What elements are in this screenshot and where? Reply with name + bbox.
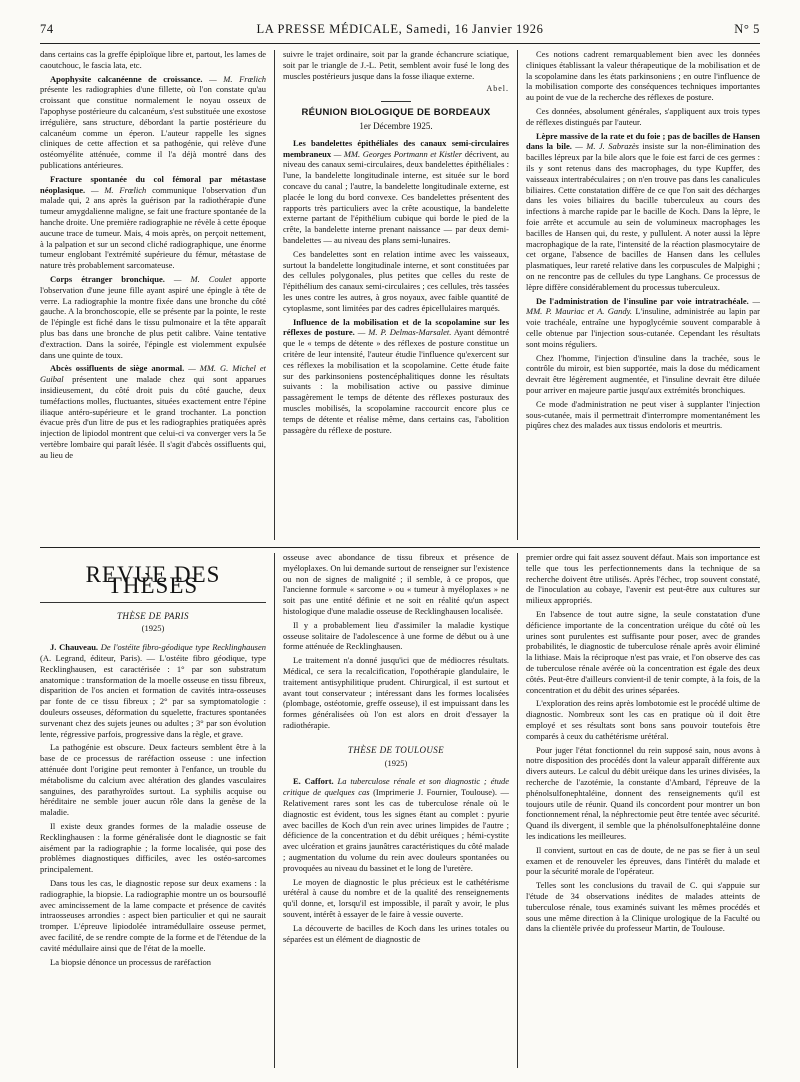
thesis-author: J. Chauveau. — [50, 642, 99, 653]
paragraph: Corps étranger bronchique. — M. Coulet apporte l'observation d'une jeune fille ayant aspiré une épingle à tête de verre. La radiographie la montre fixée dans une bronche du côté gauche. A la bronchoscopie, elle se présente par la pointe, le reste de l'épingle est fiché dans le tissu pulmonaire et la tête apparaît plus bas dans une bronche de plus petit calibre. Vaine tentative d'extraction. Dans la soirée, l'épingle est violemment expulsée dans une quinte de toux. — [40, 273, 266, 360]
paragraph: Il convient, surtout en cas de doute, de ne pas se fier à un seul examen et de renouveler les épreuves, dans l'intérêt du malade et pour la sécurité morale de l'opérateur. — [526, 844, 760, 877]
journal-title: LA PRESSE MÉDICALE, Samedi, 16 Janvier 1926 — [256, 22, 544, 36]
separator — [381, 101, 411, 102]
paragraph: dans certains cas la greffe épiploïque libre et, partout, les lames de caoutchouc, le fascia lata, etc. — [40, 49, 266, 70]
article-author: — M. Frœlich — [209, 73, 266, 84]
thesis-title: De l'ostéite fibro-géodique type Recklinghausen — [100, 642, 266, 653]
paragraph: J. Chauveau. De l'ostéite fibro-géodique type Recklinghausen (A. Legrand, éditeur, Paris). — L'ostéite fibro géodique, type Recklinghausen, est caractérisée : 1° par son substratum anatomique : transformation de la moelle osseuse en tissu fibreux, disparition de l'os ancien et formation de cavités intra-osseuses par fonte de ce tissu fibreux ; 2° par sa symptomatologie : douleurs osseuses, déformation du squelette, fractures spontanées survenant chez des sujets jeunes ou adultes ; 3° par son évolution lente, régressive parfois, progressive dans la règle, et grave. — [40, 642, 266, 739]
paragraph: Le moyen de diagnostic le plus précieux est le cathétérisme urétéral à cause du nombre et de la qualité des renseignements qu'il donne, et, lorsqu'il est impossible, il paraît y avoir, le plus souvent, intérêt à essayer de le faire à vessie ouverte. — [283, 876, 509, 919]
paragraph: Chez l'homme, l'injection d'insuline dans la trachée, sous le contrôle du miroir, est bien supportée, mais la dose du médicament devrait être légèrement augmentée, et l'insuline devrait être diluée pour arriver en majeure partie jusqu'aux extrémités bronchiques. — [526, 352, 760, 395]
column-top-right — [526, 49, 760, 543]
paragraph: Dans tous les cas, le diagnostic repose sur deux examens : la radiographie, la biopsie. La radiographie montre un os boursouflé avec amincissement de la lame compacte et présence de cavités intraosseuses arrondies : aspect bien particulier et qui ne saurait tromper. L'épreuve lipiodolée intramédullaire osseuse permet, avec facilité, de se rendre compte de la forme et de l'étendue de la cavité médullaire ainsi que de l'état de la moelle. — [40, 877, 266, 953]
these-year: (1925) — [384, 757, 408, 768]
article-author: — M. P. Delmas-Marsalet. — [357, 327, 452, 338]
article-author: — MM. G. Michel et Guibal — [40, 363, 266, 385]
section-date: 1er Décembre 1925. — [359, 120, 433, 131]
paragraph: Apophysite calcanéenne de croissance. — M. Frœlich présente les radiographies d'une fillette, où l'on constate qu'au croissant que constitue normalement le noyau osseux de l'apophyse postérieure du calcanéum, s'est substituée une exostose irrégulière, sans structure, débordant la partie postérieure du calcanéum comme un éperon. L'auteur rappelle les signes cliniques de cette affection et sa pathogénie, qui relève d'une ostéomyélite atténuée, comme il l'a déjà montré dans des publications antérieures. — [40, 73, 266, 170]
these-title: THÈSE DE TOULOUSE — [347, 744, 445, 755]
section-rule — [40, 547, 760, 548]
paragraph: Abcès ossifluents de siège anormal. — MM. G. Michel et Guibal présentent une malade chez qui sont apparues insidieusement, du côté droit puis du côté gauche, deux tuméfactions molles, fluctuantes, situées exactement entre l'épine iliaque antéro-supérieure et le grand trochanter. La ponction évacue près d'un litre de pus et les radiographies pratiquées après injection de lipiodol montrent que celui-ci va converger vers la 5e vertèbre lombaire qui paraît lésée. Il s'agit d'abcès ossifluents qui, au lieu de — [40, 363, 266, 460]
paragraph: suivre le trajet ordinaire, soit par la grande échancrure sciatique, soit par le triangle de J.-L. Petit, semblent avoir fusé le long des muscles postérieurs jusque dans la fosse iliaque externe. — [283, 49, 509, 81]
paragraph: Les bandelettes épithéliales des canaux semi-circulaires membraneux — MM. Georges Portmann et Kistler décrivent, au niveau des canaux semi-circulaires, deux bandelettes épithéliales : l'une, la bandelette longitudinale interne, est située sur le bord concave du canal ; l'autre, la bandelette longitudinale externe, est placée le long du bord convexe. Ces bandelettes présentent des rapports très particuliers avec la crête acoustique, la bandelette externe partant de l'épithélium cubique qui borde le pied de la crête, la bandelette interne prenant naissance — par deux demi-bandelettes — au niveau des plans semi-lunaires. — [283, 137, 509, 245]
paragraph: En l'absence de tout autre signe, la seule constatation d'une déficience importante de la concentration uréique du côté où les urines sont purulentes est suffisante pour poser, avec de grandes probabilités, le diagnostic de tuberculose rénale après avoir éliminé la lithiase. Mais la réciproque n'est pas vraie, et l'on observe des cas de tuberculose rénale avérée où la concentration est égale des deux côtés. Peut-être d'ailleurs convient-il de tenir compte, à la fois, de la concentration et du débit des urines séparées. — [526, 608, 760, 695]
paragraph: Ces données, absolument générales, s'appliquent aux trois types de réflexes distingués par l'auteur. — [526, 105, 760, 127]
paragraph: Pour juger l'état fonctionnel du rein supposé sain, nous avons à notre disposition des procédés dont la valeur apparaît différente aux divers auteurs. Le calcul du débit uréique dans les urines divisées, la recherche de l'azotémie, la constante d'Ambard, l'épreuve de la phénolsulfonephtaléine, donnent des renseignements qu'il est toujours utile de réunir. Quand ils concordent pour montrer un bon fonctionnement rénal, la néphrectomie peut être tentée avec sécurité. Quand ils divergent, il semble que la phénolsulfonephtaléine donne les indications les meilleures. — [526, 744, 760, 841]
article-author: — M. J. Sabrazès — [575, 141, 639, 152]
thesis-title: La tuberculose rénale et son diagnostic ; étude critique de quelques cas — [283, 776, 509, 798]
paragraph: Il existe deux grandes formes de la maladie osseuse de Recklinghausen : la forme généralisée dont le diagnostic se fait aisément par la radiographie ; la forme localisée, qui pose des problèmes diagnostiques difficiles, avec les ostéo-sarcomes principalement. — [40, 820, 266, 875]
signature: Abel. — [486, 84, 509, 94]
article-author: — MM. Georges Portmann et Kistler — [333, 148, 463, 159]
column-bottom-left — [40, 552, 266, 1070]
revue-heading: REVUE DES THÈSES — [85, 562, 221, 598]
column-divider — [517, 553, 518, 1068]
paragraph: Fracture spontanée du col fémoral par métastase néoplasique. — M. Frœlich communique l'observation d'un malade qui, 2 ans après la guérison par la radiothérapie d'une tumeur amygdalienne maligne, se fait une fracture spontanée de la hanche droite. Une première radiographie ne révèle à cette époque aucune trace de tumeur. Mais, 4 mois après, on perçoit nettement, à la palpation et sur un second cliché radiographique, une énorme tumeur englobant l'extrémité supérieure du fémur, métastase de nature très probablement sarcomateuse. — [40, 173, 266, 271]
article-title: Fracture spontanée du col fémoral par métastase néoplasique. — [40, 173, 266, 195]
paragraph: E. Caffort. La tuberculose rénale et son diagnostic ; étude critique de quelques cas (Imprimerie J. Fournier, Toulouse). — Relativement rares sont les cas de tuberculose rénale où le diagnostic est évident, tous les signes étant au complet : pyurie avec bacilles de Koch d'un rein avec urines limpides de l'autre ; déficience de la concentration et du débit uréiques ; hémi-cystite avec ulcération et grains jaunâtres caractéristiques du côté malade ; augmentation du volume du rein avec douleurs spontanées ou provoquées au niveau du bassinet et le long de l'uretère. — [283, 776, 509, 873]
column-divider — [274, 50, 275, 540]
paragraph: Il y a probablement lieu d'assimiler la maladie kystique osseuse solitaire de l'adolescence à une forme de début ou à une forme atténuée de Recklinghausen. — [283, 619, 509, 652]
column-divider — [274, 553, 275, 1068]
paragraph: Ces bandelettes sont en relation intime avec les vaisseaux, surtout la bandelette longitudinale interne, et sont constituées par des cellules polygonales, plus petites que celles du reste de l'épithélium des canaux semi-circulaires ; ces cellules, très tassées les unes contre les autres, à gros noyaux, avec faible quantité de cytoplasme, sont limitées par des cadres épicellulaires marqués. — [283, 248, 509, 313]
article-title: Influence de la mobilisation et de la scopolamine sur les réflexes de posture. — [283, 316, 509, 338]
column-bottom-right — [526, 552, 760, 1070]
article-author: — M. Coulet — [173, 273, 232, 284]
column-top-left — [40, 49, 266, 543]
issue-number: N° 5 — [734, 22, 760, 36]
paragraph: Telles sont les conclusions du travail de C. qui s'appuie sur l'étude de 34 observations inédites de malades atteints de tuberculose rénale, tous examinés suivant les mêmes procédés et sous une même direction à la Clinique urologique de la Faculté ou dans la clientèle privée du professeur Martin, de Toulouse. — [526, 880, 760, 934]
column-divider — [517, 50, 518, 540]
paragraph: La biopsie dénonce un processus de raréfaction — [50, 956, 211, 967]
paragraph: La découverte de bacilles de Koch dans les urines totales ou séparées est un élément de diagnostic de — [283, 922, 509, 944]
column-top-middle — [283, 49, 509, 543]
paragraph: L'exploration des reins après lombotomie est le procédé ultime de diagnostic. Nombreux sont les cas en pratique où il doit être employé et ses résultats sont bons sans pouvoir toutefois être comparés à ceux du cathétérisme urétéral. — [526, 698, 760, 741]
thesis-author: E. Caffort. — [293, 776, 334, 787]
article-title: Les bandelettes épithéliales des canaux semi-circulaires membraneux — [283, 137, 509, 159]
paragraph: Ces notions cadrent remarquablement bien avec les données cliniques établissant la valeur thérapeutique de la mobilisation et de la scopolamine dans les états parkinsoniens ; en outre l'influence de la mobilisation comporte des conséquences techniques importantes au point de vue de la recherche des réflexes de posture. — [526, 49, 760, 103]
article-title: De l'administration de l'insuline par voie intratrachéale. — [536, 295, 749, 306]
section-title: RÉUNION BIOLOGIQUE DE BORDEAUX — [301, 107, 491, 119]
article-title: Abcès ossifluents de siège anormal. — [50, 363, 185, 374]
article-title: Lèpre massive de la rate et du foie ; pas de bacilles de Hansen dans la bile. — [526, 130, 760, 152]
heading-rule — [40, 602, 266, 603]
paragraph: osseuse avec abondance de tissu fibreux et présence de myéloplaxes. On lui demande surtout de renseigner sur l'existence ou non de signes de malignité ; il semble, à ce propos, que l'ancienne formule « sarcome » ou « tumeur à myéloplaxes » ne soit pas une entité définie et ne soit en réalité qu'un aspect histologique d'une maladie osseuse de Recklinghausen localisée. — [283, 552, 509, 616]
article-author: — MM. P. Mauriac et A. Gandy. — [526, 295, 760, 317]
running-header — [40, 22, 760, 42]
article-author: — M. Frœlich — [90, 184, 147, 195]
paragraph: De l'administration de l'insuline par voie intratrachéale. — MM. P. Mauriac et A. Gandy. L'insuline, administrée au lapin par voie trachéale, entraîne une hypoglycémie souvent comparable à celle obtenue par l'injection sous-cutanée. Cependant les résultats sont moins réguliers. — [526, 295, 760, 349]
page-number: 74 — [40, 22, 54, 36]
article-title: Corps étranger bronchique. — [50, 273, 165, 284]
column-bottom-middle — [283, 552, 509, 1070]
article-title: Apophysite calcanéenne de croissance. — [50, 73, 203, 84]
paragraph: La pathogénie est obscure. Deux facteurs semblent être à la base de ce processus de raréfaction osseuse : une infection atténuée dont l'origine peut remonter à l'enfance, un trouble du métabolisme du calcium avec altération des glandes vasculaires sanguines, des parathyroïdes surtout. La syphilis acquise ou héréditaire ne semble jouer aucun rôle dans la genèse de la maladie. — [40, 742, 266, 818]
paragraph: premier ordre qui fait assez souvent défaut. Mais son importance est telle que tous les perfectionnements dans la technique de sa recherche doivent être utilisés. Après l'échec, trop souvent constaté, de l'inoculation au cobaye, l'avenir est peut-être aux cultures sur milieux appropriés. — [526, 552, 760, 606]
paragraph: Ce mode d'administration ne peut viser à supplanter l'injection sous-cutanée, mais il permettrait d'interrompre momentanément les piqûres chez des malades aux tissus endoloris et meurtris. — [526, 398, 760, 431]
these-year: (1925) — [141, 623, 165, 634]
paragraph: Influence de la mobilisation et de la scopolamine sur les réflexes de posture. — M. P. Delmas-Marsalet. Ayant démontré que le « temps de détente » des réflexes de posture constitue un critère de leur intensité, l'auteur étudie l'influence qu'exercent sur ces réflexes la mobilisation et la scopolamine. Cette étude faite sur des parkinsoniens postencéphalitiques donne les résultats suivants : la mobilisation active ou passive diminue passagèrement le temps de détente des réflexes posturaux des muscles mobilisés, la scopolamine raccourcit encore plus ce temps de détente et réalise même, dans certains cas, l'abolition passagère du réflexe de posture. — [283, 316, 509, 435]
these-title: THÈSE DE PARIS — [117, 610, 189, 621]
paragraph: Lèpre massive de la rate et du foie ; pas de bacilles de Hansen dans la bile. — M. J. Sabrazès insiste sur la non-élimination des bacilles lépreux par la bile alors que le foie est farci de ces germes : ils y sont retenus dans des macrophages, du type Kupffer, des vaisseaux intertrabéculaires ; on n'en trouve pas dans les canalicules biliaires. Cette constatation diffère de ce que l'on sait des décharges dans les voies biliaires du bacille tuberculeux au cours des infections à marche rapide par le bacille de Koch. Dans la lèpre, le foie arrête et accumule au sein de volumineux macrophages les bacilles de Hansen qui, du reste, y pullulent. A noter aussi la lèpre macrophagique de la rate, l'intensité de la réaction plasmocytaire de cet organe, l'absence de bacilles de Hansen dans les cellules plasmatiques, leur rareté relative dans les corpuscules de Malpighi ; on ne rencontre pas de cellules du type Langhans. Ce processus de lèpre diffère considérablement du processus tuberculeux. — [526, 130, 760, 292]
header-rule — [40, 43, 760, 44]
paragraph: Le traitement n'a donné jusqu'ici que de médiocres résultats. Médical, ce sera la recalcification, l'opothérapie glandulaire, le traitement antisyphilitique prudent. Chirurgical, il est surtout et avant tout conservateur ; intéressant dans les formes localisées (plombage, ostéotomie, greffe osseuse), il est impuissant dans les formes généralisées où l'on est alors en droit d'essayer la radiothérapie. — [283, 655, 509, 730]
